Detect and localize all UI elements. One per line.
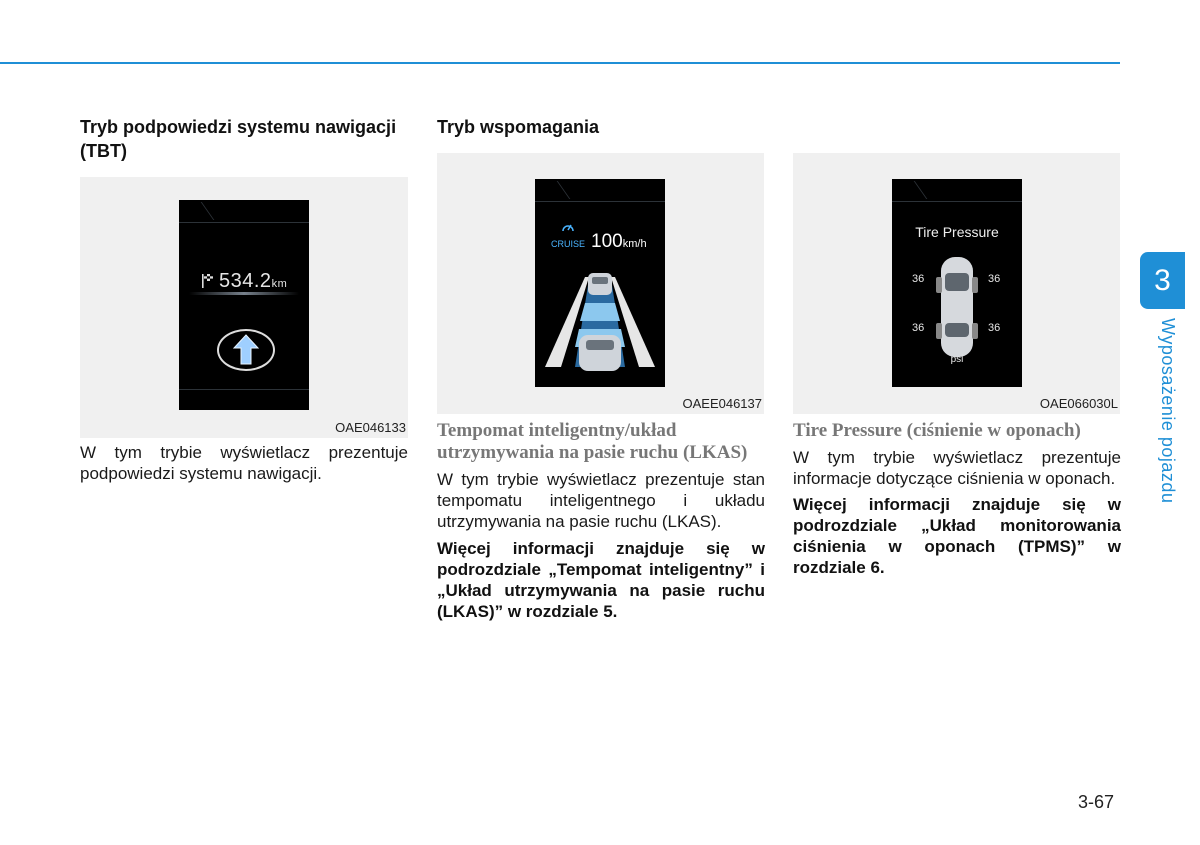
flag-icon [201, 273, 215, 289]
tbt-body: W tym trybie wyświetlacz prezentuje podpowiedzi systemu nawigacji. [80, 443, 408, 483]
chapter-label: Wyposażenie pojazdu [1158, 318, 1178, 504]
tire-front-right: 36 [988, 273, 1001, 285]
figure-code: OAE046133 [335, 420, 406, 435]
tire-unit: psi [950, 354, 964, 365]
figure-tire [793, 153, 1120, 414]
cruise-body: W tym trybie wyświetlacz prezentuje stan tempomatu inteligentnego i układu utrzymywania na pasie ruchu (LKAS). [437, 470, 765, 531]
cruise-note: Więcej informacji znajduje się w podrozdziale „Tempomat inteligentny” i „Układ utrzymywania na pasie ruchu (LKAS)” w rozdziale 5. [437, 539, 765, 621]
tire-screen [892, 179, 1022, 387]
tbt-screen [179, 200, 309, 410]
figure-code: OAEE046137 [682, 396, 762, 411]
figure-cruise [437, 153, 764, 414]
column-assist [437, 115, 765, 139]
tire-subheading: Tire Pressure (ciśnienie w oponach) [793, 420, 1081, 441]
column-tbt [80, 115, 408, 163]
cruise-screen [535, 179, 665, 387]
lane-icon [535, 267, 665, 387]
section-heading-tbt: Tryb podpowiedzi systemu nawigacji (TBT) [80, 117, 397, 161]
car-icon [935, 253, 979, 363]
arrow-up-icon [217, 329, 275, 371]
tire-rear-right: 36 [988, 322, 1001, 334]
tire-body: W tym trybie wyświetlacz prezentuje informacje dotyczące ciśnienia w oponach. [793, 448, 1121, 488]
tire-front-left: 36 [912, 273, 925, 285]
section-heading-assist: Tryb wspomagania [437, 117, 600, 137]
figure-tbt [80, 177, 408, 438]
cruise-readout: CRUISE 100km/h [551, 231, 647, 252]
tbt-distance: 534.2km [201, 270, 287, 293]
cruise-subheading: Tempomat inteligentny/układ utrzymywania na pasie ruchu (LKAS) [437, 420, 748, 463]
chapter-tab: 3 [1140, 252, 1185, 309]
figure-code: OAE066030L [1039, 396, 1118, 411]
tire-title: Tire Pressure [915, 224, 999, 240]
top-rule [0, 62, 1120, 64]
tire-rear-left: 36 [912, 322, 925, 334]
page-number: 3-67 [1078, 792, 1115, 812]
tire-note: Więcej informacji znajduje się w podrozdziale „Układ monitorowania ciśnienia w oponach (TPMS)” w rozdziale 6. [793, 495, 1121, 577]
